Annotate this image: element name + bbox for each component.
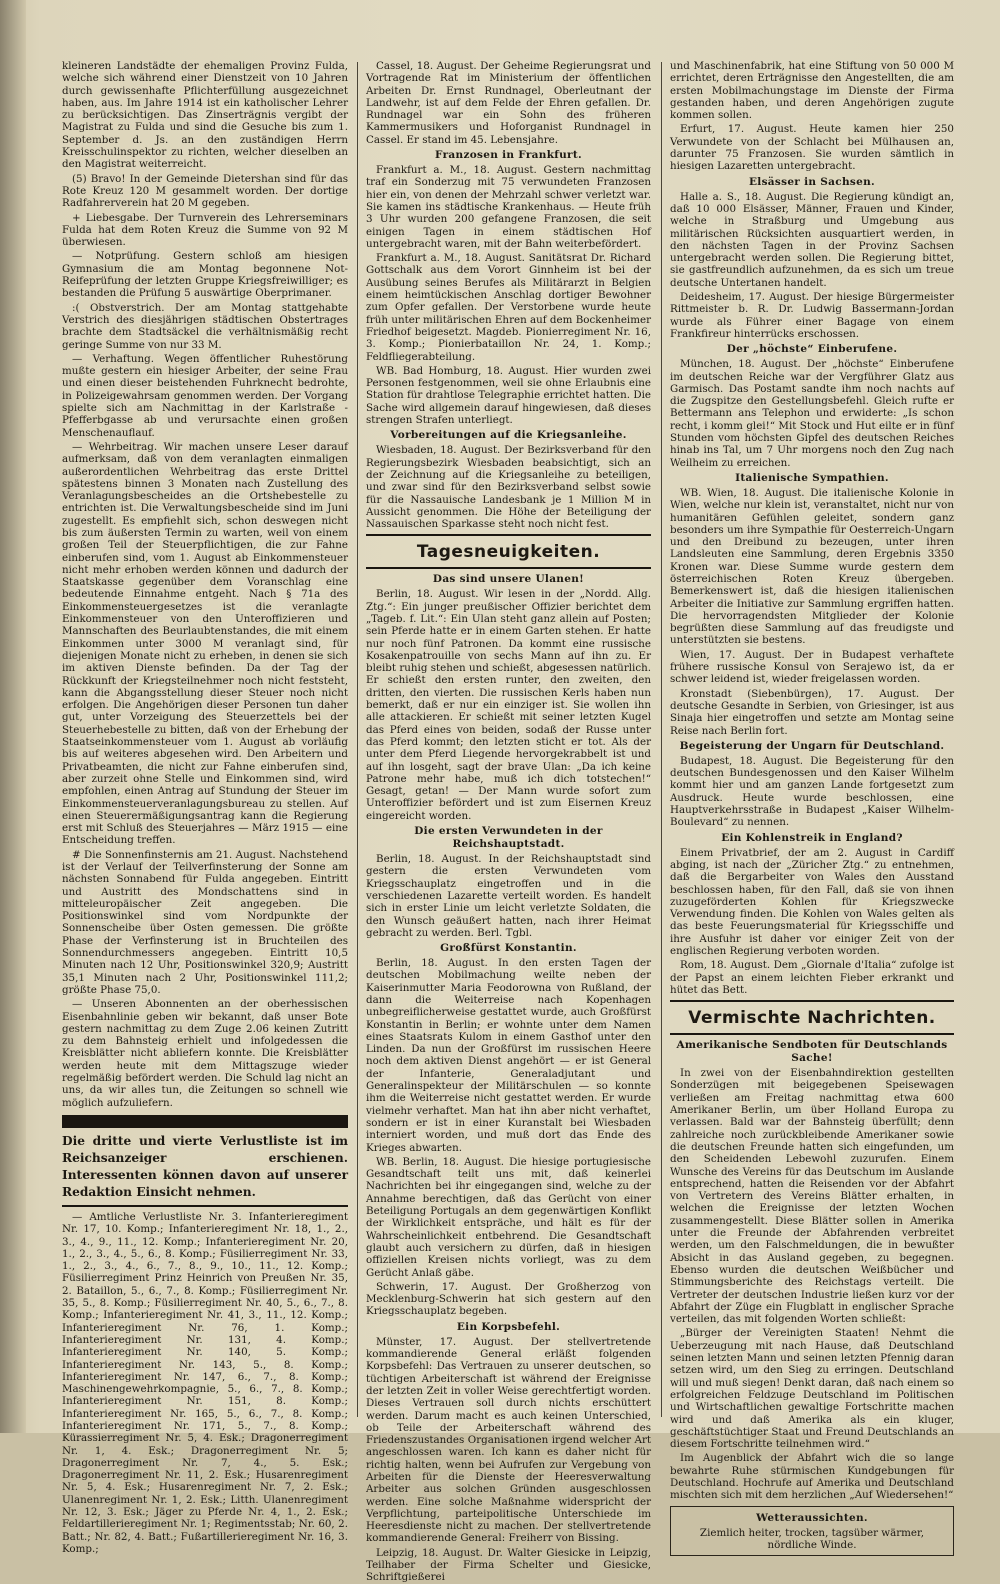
- article-abfahrt: Im Augenblick der Abfahrt wich die so lange bewahrte Ruhe stürmischen Kundgebungen für Deutschland. Hochrufe auf Amerika und Deutschland mischten sich mit dem herzlichen „Auf Wiedersehen!“: [670, 1452, 954, 1502]
- article-deidesheim: Deidesheim, 17. August. Der hiesige Bürgermeister Rittmeister b. R. Dr. Ludwig Bassermann-Jordan wurde als Führer einer Bagage von einem Frankfireur hinterrücks erschossen.: [670, 291, 954, 340]
- article-muenster: Münster, 17. August. Der stellvertretende kommandierende General erläßt folgenden Korpsbefehl: Das Vertrauen zu unserer deutschen, so tüchtigen Arbeiterschaft ist während der Ereignisse der letzten Zeit in voller Weise gerechtfertigt worden. Dieses Vertrauen soll durch nichts erschüttert werden. Darum macht es auch keinen Unterschied, ob Teile der Arbeiterschaft während des Friedenszustandes Organisationen irgend welcher Art angeschlossen waren. Ich kann es daher nicht für richtig halten, wenn bei Aufrufen zur Vergebung von Arbeiten für die Dienste der Heeresverwaltung Arbeiter aus solchen Gründen ausgeschlossen werden. Eine solche Maßnahme widerspricht der Verpflichtung, parteipolitische Unterschiede im Heeresdienste nicht zu machen. Der stellvertretende kommandierende General: Freiherr von Bissing.: [366, 1335, 651, 1545]
- article-leipzig: Leipzig, 18. August. Dr. Walter Giesicke in Leipzig, Teilhaber der Firma Schelter und Giesicke, Schriftgießerei: [366, 1546, 651, 1584]
- heading-kohlenstreik: Ein Kohlenstreik in England?: [721, 831, 903, 844]
- column-3: [670, 60, 954, 1551]
- heading-amerikanische: Amerikanische Sendboten für Deutschlands Sache!: [676, 1039, 948, 1065]
- heading-korpsbefehl: Ein Korpsbefehl.: [456, 1320, 561, 1333]
- article-leipzig-cont: und Maschinenfabrik, hat eine Stiftung von 50 000 M errichtet, deren Erträgnisse den Angestellten, die am ersten Mobilmachungstage im Dienste der Firma gestanden haben, und deren Angehörigen zugute kommen sollen.: [670, 60, 954, 122]
- separator-rule: [670, 1033, 954, 1035]
- separator-rule: [366, 567, 651, 569]
- article-frankfurt-2: Frankfurt a. M., 18. August. Sanitätsrat Dr. Richard Gottschalk aus dem Vorort Ginnheim ist bei der Ausübung seines Berufes als Militärarzt in Belgien einem heimtückischen Anschlag dortiger Bewohner zum Opfer gefallen. Der Verstorbene wurde heute früh unter militärischen Ehren auf dem Bockenheimer Friedhof beigesetzt. Magdeb. Pionierregiment Nr. 16, 3. Komp.; Pionierbataillon Nr. 24, 1. Komp.; Feldfliegerabteilung.: [366, 252, 651, 363]
- article-wiesbaden: Wiesbaden, 18. August. Der Bezirksverband für den Regierungsbezirk Wiesbaden beabsichtigt, sich an der Zeichnung auf die Kriegsanleihe zu beteiligen, und zwar sind für den Bezirksverband selbst sowie für die Nassauische Landesbank je 1 Million M in Aussicht genommen. Die Höhe der Beteiligung der Nassauischen Sparkasse steht noch nicht fest.: [366, 444, 651, 531]
- article-buerger-quote: „Bürger der Vereinigten Staaten! Nehmt die Ueberzeugung mit nach Hause, daß Deutschland seinen letzten Mann und seinen letzten Pfennig daran setzen wird, um den Sieg zu erringen. Deutschland will und muß siegen! Denkt daran, daß nach einem so erfolgreichen Feldzuge Deutschland im Politischen und Wirtschaftlichen gewaltige Fortschritte machen wird und daß Amerika als ein kluger, geschäftstüchtiger Staat und Freund Deutschlands an diesem Fortschritte teilnehmen wird.“: [670, 1327, 954, 1451]
- weather-box: [670, 1506, 954, 1557]
- separator-rule: [62, 1205, 348, 1207]
- heading-ulanen: Das sind unsere Ulanen!: [432, 573, 585, 586]
- separator-rule: [366, 534, 651, 536]
- column-1: [62, 60, 348, 1555]
- article-abonnenten: — Unseren Abonnenten an der oberhessischen Eisenbahnlinie geben wir bekannt, daß unser Bote gestern nachmittag zu dem Zuge 2.06 keinen Zutritt zu dem Bahnsteig erhielt und infolgedessen die Kreisblätter nicht abliefern konnte. Die Kreisblätter werden heute mit dem Mittagszuge wieder regelmäßig befördert werden. Die Schuld lag nicht an uns, da wir alles tun, die Zeitungen so schnell wie möglich aufzuliefern.: [62, 998, 348, 1109]
- article-stiftung-cont: kleineren Landstädte der ehemaligen Provinz Fulda, welche sich während einer Dienstzeit von 10 Jahren durch gewissenhafte Pflichterfüllung ausgezeichnet haben, aus. Im Jahre 1914 ist ein katholischer Lehrer zu berücksichtigen. Das Zinserträgnis vergibt der Magistrat zu Fulda und sind die Gesuche bis zum 1. September d. Js. an den zuständigen Herrn Kreisschulinspektor zu richten, welcher dieselben an den Magistrat weiterreicht.: [62, 60, 348, 171]
- article-kohlenstreik: Einem Privatbrief, der am 2. August in Cardiff abging, ist nach der „Züricher Ztg.“ zu entnehmen, daß die Bergarbeiter von Wales den Ausstand beschlossen haben, für den Fall, daß sie von ihnen zuzugeförderten Kohlen für Kriegszwecke Verwendung finden. Die Kohlen von Wales gelten als das beste Feuerungsmaterial für Kriegsschiffe und ihre Ausfuhr ist daher vor einiger Zeit von der englischen Regierung verboten worden.: [670, 846, 954, 957]
- article-liebesgabe: + Liebesgabe. Der Turnverein des Lehrerseminars Fulda hat dem Roten Kreuz die Summe von 92 M überwiesen.: [62, 211, 348, 249]
- article-sonnenfinsternis: # Die Sonnenfinsternis am 21. August. Nachstehend ist der Verlauf der Teilverfinsterung der Sonne am nächsten Sonnabend für Fulda angegeben. Eintritt und Austritt des Mondschattens sind in mitteleuropäischer Zeit angegeben. Die Positionswinkel sind vom Nordpunkte der Sonnenscheibe über Osten gemessen. Die größte Phase der Verfinsterung ist in Bruchteilen des Sonnendurchmessers angegeben. Eintritt 10,5 Minuten nach 12 Uhr, Positionswinkel 320,9; Austritt 35,1 Minuten nach 2 Uhr, Positionswinkel 111,2; größte Phase 75,0.: [62, 848, 348, 996]
- heading-wetter: Wetteraussichten.: [756, 1511, 868, 1524]
- separator-rule: [670, 1000, 954, 1002]
- heading-ungarn: Begeisterung der Ungarn für Deutschland.: [679, 739, 945, 752]
- article-bravo: (5) Bravo! In der Gemeinde Dietershan sind für das Rote Kreuz 120 M gesammelt worden. Der dortige Radfahrerverein hat 20 M gegeben.: [62, 172, 348, 210]
- section-title-tagesneuigkeiten: Tagesneuigkeiten.: [416, 542, 601, 563]
- article-cassel: Cassel, 18. August. Der Geheime Regierungsrat und Vortragende Rat im Ministerium der öffentlichen Arbeiten Dr. Ernst Rundnagel, Oberleutnant der Landwehr, ist auf dem Felde der Ehren gefallen. Dr. Rundnagel war ein Sohn des früheren Kammermusikers und Hoforganist Rundnagel in Cassel. Er stand im 45. Lebensjahre.: [366, 60, 651, 146]
- column-rule: [661, 62, 662, 1417]
- article-amerika: In zwei von der Eisenbahndirektion gestellten Sonderzügen mit beigegebenen Speisewagen verließen am Freitag nachmittag etwa 600 Amerikaner Berlin, um über Holland Europa zu verlassen. Bald war der Bahnsteig überfüllt; denn zahlreiche noch zurückbleibende Amerikaner sowie die deutschen Freunde hatten sich eingefunden, um den Scheidenden Lebewohl zuzurufen. Einem Wunsche des Vereins für das Deutschum im Auslande entsprechend, hatten die Reisenden vor der Abfahrt von Vertretern des Vereins Blätter erhalten, in welchen die Ereignisse der letzten Wochen zusammengestellt. Diese Blätter sollen in Amerika unter die Freunde der Abfahrenden verbreitet werden, um den Falschmeldungen, die in bewußter Absicht in das Ausland gegeben, zu begegnen. Ebenso wurden die deutschen Weißbücher und Stimmungsberichte des Reichstags verteilt. Die Vertreter der deutschen Industrie ließen kurz vor der Abfahrt der Züge ein Flugblatt in englischer Sprache verteilen, das mit folgenden Worten schließt:: [670, 1067, 954, 1326]
- article-obstverstrich: :( Obstverstrich. Der am Montag stattgehabte Verstrich des diesjährigen städtischen Obstertrages brachte dem Stadtsäckel die verhältnismäßig recht geringe Summe von nur 33 M.: [62, 301, 348, 351]
- article-notpruefung: — Notprüfung. Gestern schloß am hiesigen Gymnasium die am Montag begonnene Not-Reifeprüfung der letzten Gruppe Kriegsfreiwilliger; es bestanden die Prüfung 5 auswärtige Oberprimaner.: [62, 250, 348, 300]
- section-title-vermischte: Vermischte Nachrichten.: [688, 1008, 936, 1029]
- article-muenchen: München, 18. August. Der „höchste“ Einberufene im deutschen Reiche war der Vergführer Glatz aus Garmisch. Das Postamt sandte ihm noch nachts auf die Zugspitze den Gestellungsbefehl. Gleich rufte er Bettermann ans Telephon und erwiderte: „Is schon recht, i komm glei!“ Mit Stock und Hut eilte er in fünf Stunden vom höchsten Gipfel des deutschen Reiches hinab ins Tal, um 7 Uhr morgens noch den Zug nach Weilheim zu erreichen.: [670, 358, 954, 469]
- article-frankfurt-1: Frankfurt a. M., 18. August. Gestern nachmittag traf ein Sonderzug mit 75 verwundeten Franzosen hier ein, von denen der Mehrzahl schwer verletzt war. Sie kamen ins städtische Krankenhaus. — Heute früh 3 Uhr wurden 200 gefangene Franzosen, die seit einigen Tagen in einem städtischen Hof untergebracht waren, mit der Bahn weiterbefördert.: [366, 164, 651, 250]
- heading-verwundete: Die ersten Verwundeten in der Reichshauptstadt.: [414, 825, 603, 851]
- heading-hoechste: Der „höchste“ Einberufene.: [726, 343, 898, 356]
- article-rom: Rom, 18. August. Dem „Giornale d'Italia“ zufolge ist der Papst an einem leichten Fieber erkrankt und hütet das Bett.: [670, 959, 954, 996]
- article-kronstadt: Kronstadt (Siebenbürgen), 17. August. Der deutsche Gesandte in Serbien, von Griesinger, ist aus Sinaja hier eingetroffen und setzte am Montag seine Reise nach Berlin fort.: [670, 687, 954, 737]
- article-verhaftung: — Verhaftung. Wegen öffentlicher Ruhestörung mußte gestern ein hiesiger Arbeiter, der seine Frau und einen dieser beistehenden Fuhrknecht bedrohte, in Polizeigewahrsam genommen werden. Der Vorgang spielte sich am Nachmittag in der Karlstraße - Pfefferbgasse ab und verursachte einen großen Menschenauflauf.: [62, 352, 348, 439]
- page-binding-edge: [0, 0, 26, 1433]
- article-berlin-ulan: Berlin, 18. August. Wir lesen in der „Nordd. Allg. Ztg.“: Ein junger preußischer Offizier berichtet dem „Tageb. f. Lit.“: Ein Ulan steht ganz allein auf Posten; sein Pferde hatte er in einem Garten stehen. Er hatte nur noch fünf Patronen. Da kommt eine russische Kosakenpatrouille von sechs Mann auf ihn zu. Er bleibt ruhig stehen und schießt, abgesessen natürlich. Er schießt den ersten runter, den zweiten, den dritten, den vierten. Die russischen Kerls haben nun bemerkt, daß er nur ein einziger ist. Sie wollen ihn alle attackieren. Er schießt mit seiner letzten Kugel das Pferd eines von beiden, sodaß der Russe unter das Pferd kommt; den letzten sticht er tot. Als der unter dem Pferd Liegende hervorgekrabbelt ist und auf ihn losgeht, sagt der brave Ulan: „Da ich keine Patrone mehr habe, muß ich dich totstechen!“ Gesagt, getan! — Der Mann wurde sofort zum Unteroffizier befördert und ist zum Eisernen Kreuz eingereicht worden.: [366, 588, 651, 822]
- heading-italienische: Italienische Sympathien.: [735, 471, 889, 484]
- weather-forecast: Ziemlich heiter, trocken, tagsüber wärmer, nördliche Winde.: [699, 1526, 925, 1551]
- heading-konstantin: Großfürst Konstantin.: [440, 942, 577, 955]
- article-wehrbeitrag: — Wehrbeitrag. Wir machen unsere Leser darauf aufmerksam, daß von dem veranlagten einmaligen außerordentlichen Wehrbeitrag das erste Drittel spätestens binnen 3 Monaten nach Zustellung des Veranlagungsbescheides an die Ortshebestelle zu entrichten ist. Die Verwaltungsbescheide sind im Juni zugestellt. Es empfiehlt sich, schon deswegen nicht bis zum äußersten Termin zu warten, weil von einem großen Teil der Steuerpflichtigen, die zur Fahne einberufen sind, vom 1. August ab Einkommensteuer nicht mehr erhoben werden können und dadurch der Staatskasse gegenüber dem Voranschlag eine bedeutende Einnahme entgeht. Nach § 71a des Einkommensteuergesetzes ist die veranlagte Einkommensteuer von den Unteroffizieren und Mannschaften des Beurlaubtenstandes, die mit einem Einkommen unter 3000 M veranlagt sind, für diejenigen Monate nicht zu erheben, in denen sie sich im aktiven Dienste befinden. Da der Tag der Rückkunft der Kriegsteilnehmer noch nicht feststeht, kann die Abgangsstellung dieser Steuer noch nicht erfolgen. Die Angehörigen dieser Personen tun daher gut, unter Vorzeigung des Steuerzettels bei der Steuerhebestelle zu bitten, daß von der Erhebung der Staatseinkommensteuer vom 1. August ab vorläufig bis auf weiteres abgesehen wird. Den Arbeitern und Privatbeamten, die nicht zur Fahne einberufen sind, aber zurzeit ohne Stelle und Einkommen sind, wird empfohlen, einen Antrag auf Stundung der Steuer im Einkommensteuerveranlagungsbureau zu stellen. Auf einen Steuerermäßigungsantrag kann die Regierung erst mit Schluß des Steuerjahres — März 1915 — eine Entscheidung treffen.: [62, 440, 348, 847]
- separator-bar: [62, 1115, 348, 1128]
- column-2: [366, 60, 651, 1584]
- article-erfurt: Erfurt, 17. August. Heute kamen hier 250 Verwundete von der Schlacht bei Mülhausen an, darunter 75 Franzosen. Sie wurden sämtlich in hiesigen Lazaretten untergebracht.: [670, 123, 954, 173]
- verlustliste-notice: Die dritte und vierte Verlustliste ist im Reichsanzeiger erschienen. Interessenten können davon auf unserer Redaktion Einsicht nehmen.: [62, 1133, 348, 1199]
- article-berlin-verwundete: Berlin, 18. August. In der Reichshauptstadt sind gestern die ersten Verwundeten vom Kriegsschauplatz eingetroffen und in die verschiedenen Lazarette verteilt worden. Es handelt sich in erster Linie um leicht verletzte Soldaten, die den Wunsch geäußert hatten, nach ihrer Heimat gebracht zu werden. Berl. Tgbl.: [366, 853, 651, 939]
- heading-elsaesser: Elsässer in Sachsen.: [749, 175, 875, 188]
- article-budapest: Budapest, 18. August. Die Begeisterung für den deutschen Bundesgenossen und den Kaiser Wilhelm kommt hier und am ganzen Lande fortgesetzt zum Ausdruck. Heute wurde beschlossen, eine Hauptverkehrsstraße in Budapest „Kaiser Wilhelm-Boulevard“ zu nennen.: [670, 754, 954, 829]
- article-schwerin: Schwerin, 17. August. Der Großherzog von Mecklenburg-Schwerin hat sich gestern auf den Kriegsschauplatz begeben.: [366, 1280, 651, 1318]
- heading-kriegsanleihe: Vorbereitungen auf die Kriegsanleihe.: [390, 429, 627, 442]
- article-halle: Halle a. S., 18. August. Die Regierung kündigt an, daß 10 000 Elsässer, Männer, Frauen und Kinder, welche in Straßburg und Umgebung aus militärischen Rücksichten ausquartiert werden, in den nächsten Tagen in der Provinz Sachsen untergebracht werden sollen. Die Regierung bittet, sie gastfreundlich aufzunehmen, da es sich um treue deutsche Untertanen handelt.: [670, 190, 954, 289]
- article-berlin-konstantin: Berlin, 18. August. In den ersten Tagen der deutschen Mobilmachung weilte neben der Kaiserinmutter Maria Feodorowna von Rußland, der dann die Weiterreise nach Kopenhagen unbegreiflicherweise gestattet wurde, auch Großfürst Konstantin in Berlin; er wohnte unter dem Namen eines Staatsrats Kulom in einem Gasthof unter den Linden. Da nun der Großfürst im russischen Heere noch dem aktiven Dienst angehört — er ist General der Infanterie, Generaladjutant und Generalinspekteur der Militärschulen — so konnte ihm die Weiterreise nicht gestattet werden. Er wurde vielmehr verhaftet. Man hat ihn aber nicht verhaftet, sondern er ist in einer Kuranstalt bei Wiesbaden interniert worden, und muß dort das Ende des Krieges abwarten.: [366, 957, 651, 1154]
- article-verlustliste: — Amtliche Verlustliste Nr. 3. Infanterieregiment Nr. 17, 10. Komp.; Infanterieregiment Nr. 18, 1., 2., 3., 4., 9., 11., 12. Komp.; Infanterieregiment Nr. 20, 1., 2., 3., 4., 5., 6., 8. Komp.; Füsilierregiment Nr. 33, 1., 2., 3., 4., 6., 7., 8., 9., 10., 11., 12. Komp.; Füsilierregiment Prinz Heinrich von Preußen Nr. 35, 2. Bataillon, 5., 6., 7., 8. Komp.; Füsilierregiment Nr. 35, 5., 8. Komp.; Füsilierregiment Nr. 40, 5., 6., 7., 8. Komp.; Infanterieregiment Nr. 41, 3., 11., 12. Komp.; Infanterieregiment Nr. 76, 1. Komp.; Infanterieregiment Nr. 131, 4. Komp.; Infanterieregiment Nr. 140, 5. Komp.; Infanterieregiment Nr. 143, 5., 8. Komp.; Infanterieregiment Nr. 147, 6., 7., 8. Komp.; Maschinengewehrkompagnie, 5., 6., 7., 8. Komp.; Infanterieregiment Nr. 151, 8. Komp.; Infanterieregiment Nr. 165, 5., 6., 7., 8. Komp.; Infanterieregiment Nr. 171, 5., 7., 8. Komp.; Kürassierregiment Nr. 5, 4. Esk.; Dragonerregiment Nr. 1, 4. Esk.; Dragonerregiment Nr. 5; Dragonerregiment Nr. 7, 4., 5. Esk.; Dragonerregiment Nr. 11, 2. Esk.; Husarenregiment Nr. 5, 4. Esk.; Husarenregiment Nr. 7, 2. Esk.; Ulanenregiment Nr. 1, 2. Esk.; Litth. Ulanenregiment Nr. 12, 3. Esk.; Jäger zu Pferde Nr. 4, 1., 2. Esk.; Feldartillerieregiment Nr. 1; Regimentsstab; Nr. 60, 2. Batt.; Nr. 82, 4. Batt.; Fußartillerieregiment Nr. 16, 3. Komp.;: [62, 1210, 348, 1555]
- article-wien: WB. Wien, 18. August. Die italienische Kolonie in Wien, welche nur klein ist, veranstaltet, nicht nur von humanitären Gefühlen geleitet, sondern ganz besonders um ihre Sympathie für Oesterreich-Ungarn und den Dreibund zu bezeugen, unter ihren Landsleuten eine Sammlung, deren Ergebnis 3350 Kronen war. Diese Summe wurde gestern dem österreichischen Roten Kreuz übergeben. Bemerkenswert ist, daß die hiesigen italienischen Arbeiter die Initiative zur Sammlung ergriffen hatten. Die hervorragendsten Mitglieder der Kolonie begrüßten diese Sammlung auf das freudigste und unterstützten sie bestens.: [670, 486, 954, 647]
- heading-franzosen: Franzosen in Frankfurt.: [435, 149, 582, 162]
- column-rule: [357, 62, 358, 1417]
- article-berlin-portugal: WB. Berlin, 18. August. Die hiesige portugiesische Gesandtschaft teilt uns mit, daß keinerlei Nachrichten bei ihr eingegangen sind, welche zu der Annahme berechtigen, daß das Gerücht von einer Beteiligung Portugals an dem gegenwärtigen Konflikt der Wirklichkeit entspräche, und hält es für der Wahrscheinlichkeit entbehrend. Die Gesandtschaft glaubt auch versichern zu dürfen, daß in hiesigen offiziellen Kreisen nichts vorliegt, was zu dem Gerücht Anlaß gäbe.: [366, 1155, 651, 1279]
- article-wien-2: Wien, 17. August. Der in Budapest verhaftete frühere russische Konsul von Serajewo ist, da er schwer leidend ist, wieder freigelassen worden.: [670, 648, 954, 686]
- article-homburg: WB. Bad Homburg, 18. August. Hier wurden zwei Personen festgenommen, weil sie ohne Erlaubnis eine Station für drahtlose Telegraphie errichtet hatten. Die Sache wird allgemein darauf hingewiesen, daß dieses strengen Strafen unterliegt.: [366, 364, 651, 427]
